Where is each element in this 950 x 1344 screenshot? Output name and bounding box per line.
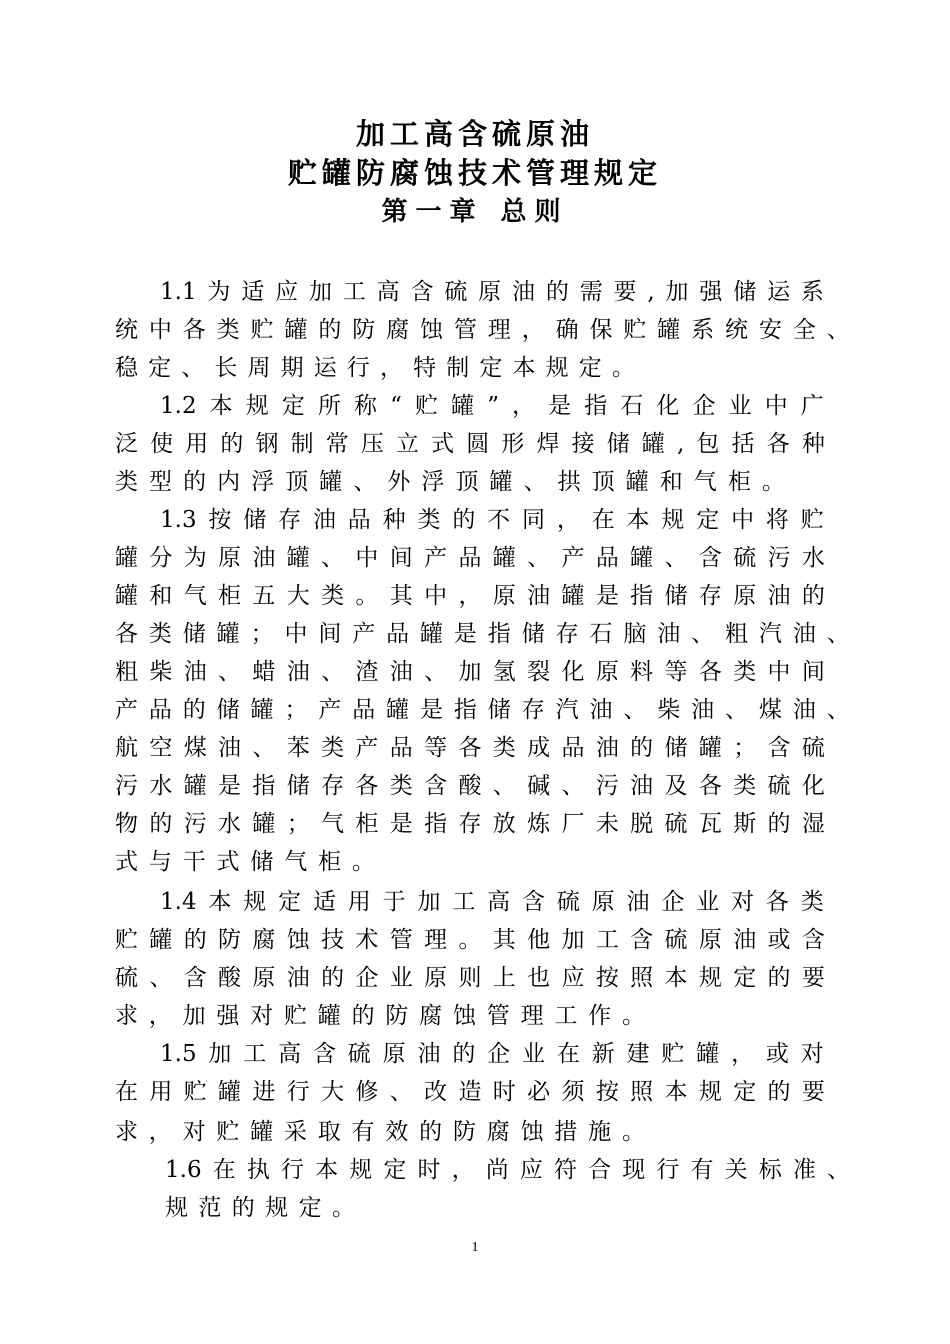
text-line: 粗 柴 油 、 蜡 油 、 渣 油 、 加 氢 裂 化 原 料 等 各 类 中 间 bbox=[115, 659, 825, 685]
text-line: 物 的 污 水 罐 ； 气 柜 是 指 存 放 炼 厂 未 脱 硫 瓦 斯 的 湿 bbox=[115, 811, 825, 837]
text-line: 1.6 在 执 行 本 规 定 时 ， 尚 应 符 合 现 行 有 关 标 准 、 bbox=[165, 1157, 850, 1183]
text-line: 统 中 各 类 贮 罐 的 防 腐 蚀 管 理 ， 确 保 贮 罐 系 统 安 全 、 bbox=[115, 317, 850, 343]
text-line: 产 品 的 储 罐 ； 产 品 罐 是 指 储 存 汽 油 、 柴 油 、 煤 油 、 bbox=[115, 697, 850, 723]
chapter-heading: 第一章 总则 bbox=[381, 197, 569, 227]
text-line: 1.4 本 规 定 适 用 于 加 工 高 含 硫 原 油 企 业 对 各 类 bbox=[160, 889, 824, 915]
text-line: 1.5 加 工 高 含 硫 原 油 的 企 业 在 新 建 贮 罐 ， 或 对 bbox=[160, 1041, 824, 1067]
text-line: 泛 使 用 的 钢 制 常 压 立 式 圆 形 焊 接 储 罐 , 包 括 各 种 bbox=[115, 431, 825, 457]
text-line: 1.3 按 储 存 油 品 种 类 的 不 同 ， 在 本 规 定 中 将 贮 bbox=[160, 507, 824, 533]
text-line: 污 水 罐 是 指 储 存 各 类 含 酸 、 碱 、 污 油 及 各 类 硫 化 bbox=[115, 773, 825, 799]
text-line: 1.1 为 适 应 加 工 高 含 硫 原 油 的 需 要 , 加 强 储 运 系 bbox=[160, 279, 824, 305]
text-line: 罐 和 气 柜 五 大 类 。 其 中 ， 原 油 罐 是 指 储 存 原 油 的 bbox=[115, 583, 825, 609]
document-subtitle: 贮罐防腐蚀技术管理规定 bbox=[287, 156, 662, 190]
text-line: 罐 分 为 原 油 罐 、 中 间 产 品 罐 、 产 品 罐 、 含 硫 污 水 bbox=[115, 545, 825, 571]
text-line: 航 空 煤 油 、 苯 类 产 品 等 各 类 成 品 油 的 储 罐 ； 含 硫 bbox=[115, 735, 825, 761]
text-line: 求 ， 对 贮 罐 采 取 有 效 的 防 腐 蚀 措 施 。 bbox=[115, 1119, 645, 1145]
text-line: 贮 罐 的 防 腐 蚀 技 术 管 理 。 其 他 加 工 含 硫 原 油 或 含 bbox=[115, 927, 825, 953]
page-number: 1 bbox=[471, 1240, 479, 1255]
text-line: 各 类 储 罐 ； 中 间 产 品 罐 是 指 储 存 石 脑 油 、 粗 汽 油 、 bbox=[115, 621, 850, 647]
text-line: 硫 、 含 酸 原 油 的 企 业 原 则 上 也 应 按 照 本 规 定 的 要 bbox=[115, 965, 825, 991]
text-line: 在 用 贮 罐 进 行 大 修 、 改 造 时 必 须 按 照 本 规 定 的 要 bbox=[115, 1079, 825, 1105]
text-line: 式 与 干 式 储 气 柜 。 bbox=[115, 849, 375, 875]
text-line: 求 ， 加 强 对 贮 罐 的 防 腐 蚀 管 理 工 作 。 bbox=[115, 1003, 645, 1029]
text-line: 规 范 的 规 定 。 bbox=[165, 1195, 355, 1221]
text-line: 类 型 的 内 浮 顶 罐 、 外 浮 顶 罐 、 拱 顶 罐 和 气 柜 。 bbox=[115, 469, 785, 495]
text-line: 1.2 本 规 定 所 称 “ 贮 罐 ” ， 是 指 石 化 企 业 中 广 bbox=[160, 393, 824, 419]
text-line: 稳 定 、 长 周 期 运 行 ， 特 制 定 本 规 定 。 bbox=[115, 355, 635, 381]
document-title: 加工高含硫原油 bbox=[355, 117, 594, 151]
